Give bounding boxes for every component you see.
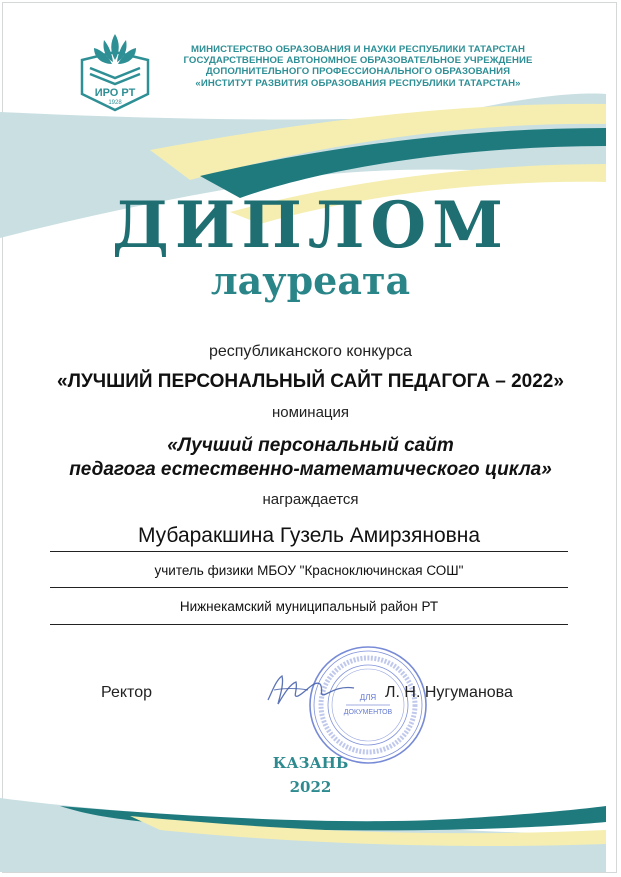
rector-name: Л. Н. Нугуманова [385, 684, 513, 701]
nomination-label: номинация [271, 404, 350, 421]
diploma-title: ДИПЛОМ [112, 188, 509, 263]
logo-text: ИРО РТ [94, 87, 136, 99]
org-line: «ИНСТИТУТ РАЗВИТИЯ ОБРАЗОВАНИЯ РЕСПУБЛИКИ ТАТАРСТАН» [195, 77, 521, 89]
seal-text-top: ДЛЯ [359, 693, 377, 702]
recipient-position: учитель физики МБОУ "Красноключинская СОШ" [50, 563, 568, 588]
org-line: ГОСУДАРСТВЕННОЕ АВТОНОМНОЕ ОБРАЗОВАТЕЛЬНОЕ УЧРЕЖДЕНИЕ [183, 55, 533, 67]
iro-rt-logo [76, 30, 154, 114]
recipient-district: Нижнекамский муниципальный район РТ [50, 599, 568, 625]
seal-text-bottom: ДОКУМЕНТОВ [343, 709, 393, 716]
contest-name: «ЛУЧШИЙ ПЕРСОНАЛЬНЫЙ САЙТ ПЕДАГОГА – 2022» [57, 371, 564, 392]
rector-label: Ректор [101, 684, 152, 701]
contest-intro: республиканского конкурса [208, 343, 413, 360]
logo-year: 1928 [108, 100, 122, 106]
awarded-label: награждается [262, 491, 359, 508]
nomination-line: «Лучший персональный сайт [167, 435, 454, 456]
diploma-subtitle: лауреата [210, 258, 411, 303]
nomination-line: педагога естественно-математического цикла» [69, 459, 552, 480]
org-line: ДОПОЛНИТЕЛЬНОГО ПРОФЕССИОНАЛЬНОГО ОБРАЗОВАНИЯ [205, 66, 511, 78]
rector-signature [262, 670, 372, 710]
city: КАЗАНЬ [272, 754, 349, 772]
recipient-name: Мубаракшина Гузель Амирзяновна [50, 524, 568, 552]
org-line: МИНИСТЕРСТВО ОБРАЗОВАНИЯ И НАУКИ РЕСПУБЛИКИ ТАТАРСТАН [190, 44, 525, 55]
nomination-title [0, 434, 621, 482]
organization-header [168, 44, 548, 89]
year: 2022 [289, 778, 332, 796]
